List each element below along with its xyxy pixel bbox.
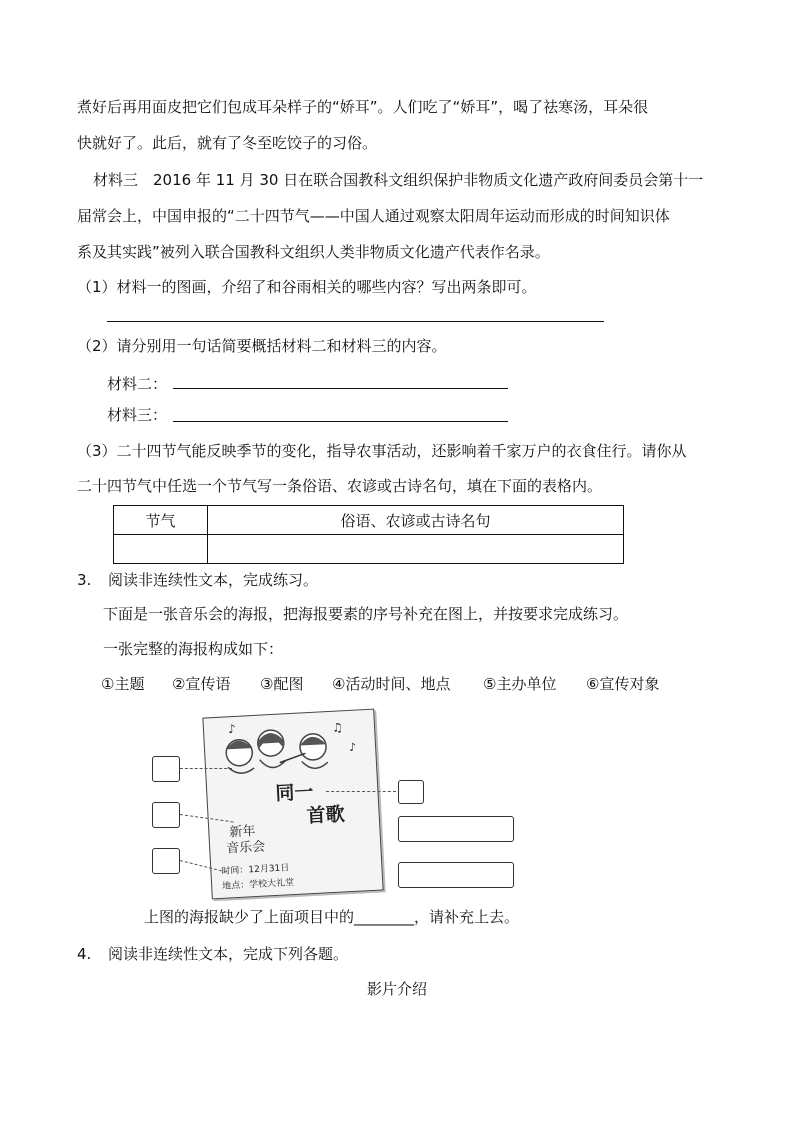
answer-box-right-2[interactable]	[398, 816, 514, 842]
table-header-cell: 节气	[114, 506, 208, 535]
poster-subtitle-line1: 新年	[229, 824, 256, 841]
question-3-line: （3）二十四节气能反映季节的变化，指导农事活动，还影响着千家万户的衣食住行。请你从	[77, 442, 687, 460]
answer-line-q1[interactable]	[107, 321, 604, 322]
material-three-line: 材料三 2016 年 11 月 30 日在联合国教科文组织保护非物质文化遗产政府间委员会第十一	[93, 171, 704, 189]
poster-title-line1: 同一	[274, 780, 314, 805]
table-row	[114, 535, 624, 564]
poster-element-4: ④活动时间、地点	[332, 675, 451, 693]
question-1-text: （1）材料一的图画，介绍了和谷雨相关的哪些内容？写出两条即可。	[77, 278, 537, 296]
answer-box-left-1[interactable]	[152, 756, 180, 782]
answer-box-left-2[interactable]	[152, 802, 180, 828]
svg-text:♪: ♪	[227, 721, 237, 737]
poster-element-5: ⑤主办单位	[483, 675, 557, 693]
table-input-cell-saying[interactable]	[208, 535, 624, 564]
material-three-line: 届常会上，中国申报的“二十四节气——中国人通过观察太阳周年运动而形成的时间知识体	[77, 207, 670, 225]
answer-line-material-two[interactable]	[173, 388, 508, 389]
svg-text:♪: ♪	[348, 740, 357, 754]
section-3-question: 上图的海报缺少了上面项目中的________，请补充上去。	[144, 908, 520, 926]
section-3-title: 阅读非连续性文本，完成练习。	[108, 571, 319, 589]
table-header-cell: 俗语、农谚或古诗名句	[208, 506, 624, 535]
table-header-row	[114, 506, 624, 535]
concert-poster	[202, 709, 383, 900]
section-3-number: 3.	[77, 571, 92, 589]
solar-term-table	[113, 505, 624, 564]
poster-place: 地点：学校大礼堂	[221, 878, 295, 892]
paragraph-line: 煮好后再用面皮把它们包成耳朵样子的“娇耳”。人们吃了“娇耳”，喝了祛寒汤，耳朵很	[77, 98, 649, 116]
answer-box-right-3[interactable]	[398, 862, 514, 888]
answer-line-material-three[interactable]	[173, 421, 508, 422]
connector-line	[180, 768, 232, 769]
children-singing-illustration	[208, 716, 371, 784]
question-2-text: （2）请分别用一句话简要概括材料二和材料三的内容。	[77, 337, 447, 355]
section-4-title: 阅读非连续性文本，完成下列各题。	[108, 945, 349, 963]
poster-element-1: ①主题	[101, 675, 145, 693]
poster-time: 时间：12月31日	[221, 863, 290, 877]
poster-element-2: ②宣传语	[172, 675, 231, 693]
material-three-line: 系及其实践”被列入联合国教科文组织人类非物质文化遗产代表作名录。	[77, 243, 550, 261]
poster-title-line2: 首歌	[306, 803, 346, 828]
material-two-label: 材料二：	[107, 375, 168, 393]
paragraph-line: 快就好了。此后，就有了冬至吃饺子的习俗。	[77, 134, 378, 152]
section-4-number: 4.	[77, 945, 92, 963]
section-3-intro: 下面是一张音乐会的海报，把海报要素的序号补充在图上，并按要求完成练习。	[103, 605, 629, 623]
table-input-cell-term[interactable]	[114, 535, 208, 564]
poster-element-3: ③配图	[260, 675, 304, 693]
answer-box-left-3[interactable]	[152, 848, 180, 874]
poster-element-6: ⑥宣传对象	[586, 675, 660, 693]
section-4-heading: 影片介绍	[367, 980, 428, 998]
connector-line	[326, 791, 396, 792]
svg-text:♫: ♫	[331, 720, 344, 735]
poster-subtitle-line2: 音乐会	[225, 839, 266, 857]
question-3-line: 二十四节气中任选一个节气写一条俗语、农谚或古诗名句，填在下面的表格内。	[77, 477, 603, 495]
material-three-label: 材料三：	[107, 406, 168, 424]
answer-box-right-1[interactable]	[398, 780, 424, 804]
section-3-structure: 一张完整的海报构成如下：	[103, 640, 284, 658]
